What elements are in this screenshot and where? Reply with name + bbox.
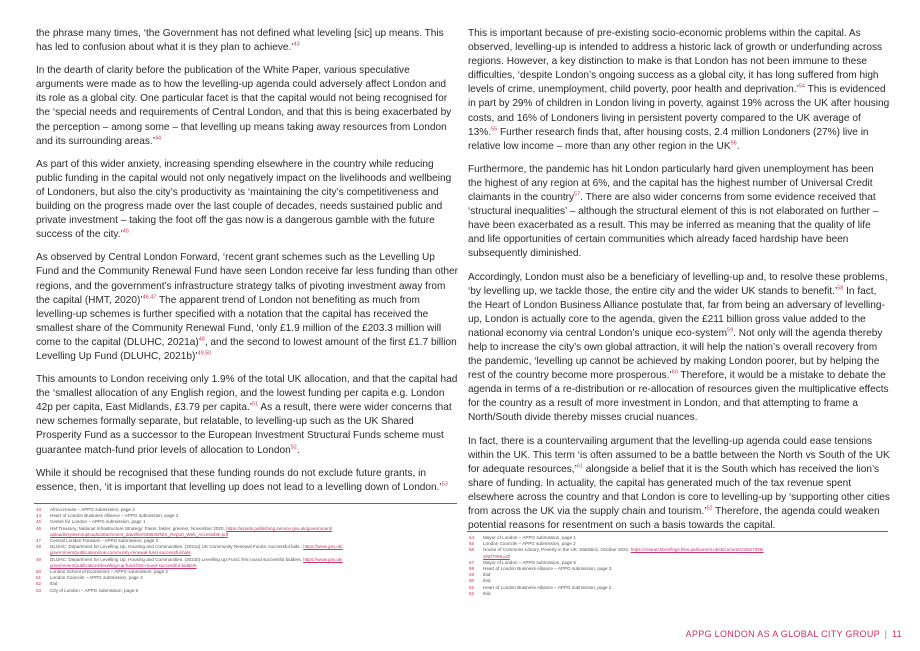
paragraph: This amounts to London receiving only 1.9% of the total UK allocation, and that the capital had the ‘smallest allocation of any English region, and the lowest funding per capita e.g. London 42p per capita, East Midlands, £3.79 per capita.’$^{51}$ As a result, there were wider concerns that new schemes formally separate, but relatable, to levelling-up such as the UK Shared Prosperity Fund as a successor to the European Investment Structural Funds scheme must guarantee match-fund prior levels of allocation to London$^{52}$. [36, 374, 458, 456]
paragraph: In the dearth of clarity before the publication of the White Paper, various speculative arguments were made as to how the levelling-up agenda could adversely affect London and its role as a global city. One particular facet is that the capital would not being recognised for the ‘special needs and requirements of Central London, and that this is being exacerbated by the perception – among some – that levelling up means taking away resources from London and its surrounding areas.’$^{44}$ [36, 65, 452, 147]
footnote-link[interactable]: https://www.gov.uk/ [303, 544, 343, 550]
footnote-ref[interactable]: 56 [730, 140, 737, 147]
footnote-link[interactable]: SN07096.pdf [483, 553, 510, 559]
footnote-number: 45 [36, 519, 42, 525]
footnote-ref[interactable]: 46,47 [142, 294, 157, 301]
footer-separator: | [884, 629, 888, 639]
footnote-text: HM Treasury, National Infrastructure Strategy: Fairer, faster, greener, November 2020, [50, 525, 227, 531]
footnote-text: Ibid [50, 581, 58, 587]
footnote-number: 55 [469, 541, 475, 547]
footnote-number: 60 [469, 578, 475, 584]
footnote-number: 58 [469, 566, 475, 572]
footnote-ref[interactable]: 61 [576, 463, 583, 470]
footnote-text: London Councils – APPG submission, page 3 [50, 575, 143, 581]
footnote-text: Mayor of London – APPG submission, page 5 [483, 559, 576, 565]
paragraph: Accordingly, London must also be a beneficiary of levelling-up and, to resolve these problems, ‘by levelling up, we tackle those, the entire city and the wider UK stands to benefit.’$^{58}$ In fact, the Heart of London Business Alliance postulate that, far from being an adversary of levelling-up, London is actually core to the agenda, given the £211 billion gross value added to the national economy via central London’s unique eco-system$^{59}$. Not only will the agenda thereby help to increase the city’s own global attraction, it will help the nation’s overall recovery from the pandemic, ‘levelling up cannot be achieved by making London poorer, but by helping the rest of the country become more prosperous.’$^{60}$ Therefore, it would be a mistake to debate the agenda in terms of a re-distribution or re-allocation of resources given the multiplicative effects for the country as a result of more investment in London, and that attempting to frame a North/South divide thereby misses crucial nuances. [468, 271, 889, 424]
footnote-link[interactable]: uploads/system/uploads/attachment_data/file/938539/NIS_Report_Web_Accessible.pdf [50, 531, 228, 537]
footnote-text: Ibid [483, 572, 491, 578]
footnote-number: 48 [36, 544, 42, 550]
paragraph: In fact, there is a countervailing argument that the levelling-up agenda could ease tensions within the UK. This term ‘is often assumed to be a battle between the North vs South of the UK for adequate resources,’$^{61}$ alongside a belief that it is the South which has received the lion’s share of funding. In actuality, the capital has generated much of the tax revenue spent elsewhere across the country and that London is core to levelling-up by ‘supporting other cities from across the UK via the supply chain and tourism.’$^{62}$ Therefore, the agenda could weaken potential reasons for resentment on such a basis towards the capital. [468, 435, 890, 532]
paragraph: the phrase many times, ‘the Government has not defined what leveling [sic] up means. This has led to confusion about what it is they plan to achieve.’$^{43}$ [36, 28, 444, 54]
footnote-number: 43 [36, 507, 42, 512]
footnote-number: 46 [36, 525, 42, 531]
footnote-link[interactable]: government/publications/levelling-up-fund-first-round-successful-bidders [50, 562, 197, 568]
footnote-text: Heart of London Business Alliance – APPG submission, page 2 [483, 584, 612, 590]
footnote-divider-right [467, 531, 888, 532]
paragraph: As part of this wider anxiety, increasing spending elsewhere in the country while reducing public funding in the capital would not only negatively impact on the livelihoods and wellbeing of Londoners, but also the city’s productivity as ‘maintaining the city’s competitiveness and building on the progress made over the last couple of decades, needs sustained public and private investment – taking the foot off the gas now is a dangerous gamble with the future success of the city.’$^{45}$ [36, 158, 452, 241]
footnote-text: Ibid [483, 590, 491, 596]
footnote-text: House of Commons Library, Poverty in the UK: Statistics, October 2021, [483, 547, 631, 553]
footnote-link[interactable]: https://researchbriefings.files.parliament.uk/documents/SN07096/ [630, 547, 764, 553]
footnote-ref[interactable]: 60 [671, 369, 678, 376]
footnote-ref[interactable]: 49,50 [197, 350, 212, 357]
footnote-ref[interactable]: 45 [122, 228, 129, 235]
footnote-text: Africa House – APPG submission, page 3 [50, 507, 135, 512]
footnote-ref[interactable]: 58 [837, 285, 844, 292]
footnote-number: 49 [36, 556, 42, 562]
footnote-number: 59 [469, 572, 475, 578]
footnote-text: London Councils – APPG submission, page 2 [483, 541, 576, 547]
footnote-text: Ibid [483, 578, 491, 584]
footnote-ref[interactable]: 59 [727, 327, 734, 334]
footnote-text: Heart of London Business Alliance – APPG submission, page 2 [50, 513, 179, 519]
footnote-text: City of London – APPG submission, page 9 [50, 587, 139, 593]
footnote-link[interactable]: government/publications/uk-community-renewal-fund-successful-bids [50, 550, 191, 556]
footnote-ref[interactable]: 62 [706, 505, 713, 512]
footnote-number: 47 [36, 538, 42, 544]
footnote-number: 56 [469, 547, 475, 553]
page-footer [686, 629, 902, 639]
footnotes-left [36, 507, 456, 594]
footnote-number: 54 [469, 535, 475, 540]
footnote-number: 50 [36, 569, 42, 575]
footnote-divider-left [34, 503, 457, 504]
footnotes-right [469, 535, 889, 597]
footnote-text: Heart of London Business Alliance – APPG submission, page 3 [483, 566, 612, 572]
paragraph: This is important because of pre-existing socio-economic problems within the capital. As observed, levelling-up is intended to address a historic lack of growth or underfunding across regions. However, a key distinction to make is that London has not been immune to these difficulties, ‘despite London’s ongoing success as a global city, it has long suffered from high levels of crime, unemployment, child poverty, poor health and deprivation.’$^{54}$ This is evidenced in part by 29% of children in London living in poverty, against 19% across the UK after housing costs, and 16% of Londoners living in persistent poverty compared to the UK average of 13%.$^{55}$ Further research finds that, after housing costs, 2.4 million Londoners (27%) live in relative low income – more than any other region in the UK$^{56}$. [468, 28, 890, 152]
paragraph: Furthermore, the pandemic has hit London particularly hard given unemployment has been the highest of any region at 6%, and the capital has the highest number of Universal Credit claimants in the country$^{57}$. There are also wider concerns from some evidence received that ‘structural inequalities’ – although the structural element of this is not elaborated on further – have been exacerbated as a result. This may be inferred as meaning that the quality of life and life opportunities of certain communities which already faced hardship have been subsequently diminished. [468, 163, 879, 260]
footnote-ref[interactable]: 52 [290, 444, 297, 451]
footer-org: APPG LONDON AS A GLOBAL CITY GROUP [685, 629, 880, 639]
paragraph: While it should be recognised that these funding rounds do not exclude future grants, in essence, then, ‘it is important that levelling up does not lead to a levelling down of London.’$^{53}$ [36, 467, 448, 493]
footnote-number: 62 [469, 590, 475, 596]
footnote-number: 61 [469, 584, 475, 590]
footnote-text: Central London Forward – APPG submission, page 3 [50, 538, 159, 544]
footnote-link[interactable]: https://assets.publishing.service.gov.uk/government/ [226, 525, 333, 531]
footnote-ref[interactable]: 54 [798, 84, 805, 91]
footnote [36, 588, 456, 594]
footnote-text: London School of Economics – APPG submission, page 2 [50, 569, 168, 575]
footnote-link[interactable]: https://www.gov.uk/ [303, 556, 343, 562]
footnote-text: DLUHC: Department for Levelling Up, Housing and Communities. (2021b) Levelling Up Fund: first round successful bidders. [50, 556, 304, 562]
footnote-ref[interactable]: 55 [491, 126, 498, 133]
footnote-number: 52 [36, 581, 42, 587]
footnote-number: 44 [36, 513, 42, 519]
footnote-text: Centre for London – APPG submission, page 1 [50, 519, 146, 525]
footnote-number: 53 [36, 587, 42, 593]
right-column [468, 27, 890, 542]
page-number: 11 [892, 629, 902, 639]
footnote-ref[interactable]: 43 [293, 41, 300, 48]
footnote-number: 57 [469, 559, 475, 565]
footnote-ref[interactable]: 48 [198, 336, 205, 343]
left-column [36, 27, 458, 504]
footnote-ref[interactable]: 51 [252, 401, 259, 408]
footnote-text: DLUHC: Department for Levelling Up, Housing and Communities. (2021a) UK Community Renewal Funds: successful bids.: [50, 544, 304, 550]
footnote-ref[interactable]: 57 [574, 191, 581, 198]
footnote [469, 591, 889, 597]
footnote-text: Mayor of London – APPG submission, page 1 [483, 535, 576, 540]
footnote-ref[interactable]: 53 [441, 481, 448, 488]
paragraph: As observed by Central London Forward, ‘recent grant schemes such as the Levelling Up Fund and the Community Renewal Fund have seen London receive far less funding than other regions, and the government’s infrastructure strategy talks of pivoting investment away from the capital (HMT, 2020)’$^{46,47}$ The apparent trend of London not benefiting as much from levelling-up schemes is further specified with a notation that the capital has received the smallest share of the Community Renewal Fund, ‘only £1.9 million of the £203.3 million will come to the capital (DLUHC, 2021a)$^{48}$, and the second to lowest amount of the first £1.7 billion Levelling Up Fund (DLUHC, 2021b)’$^{49,50}$ [36, 252, 458, 362]
footnote-ref[interactable]: 44 [154, 135, 162, 142]
footnote-number: 51 [36, 575, 42, 581]
